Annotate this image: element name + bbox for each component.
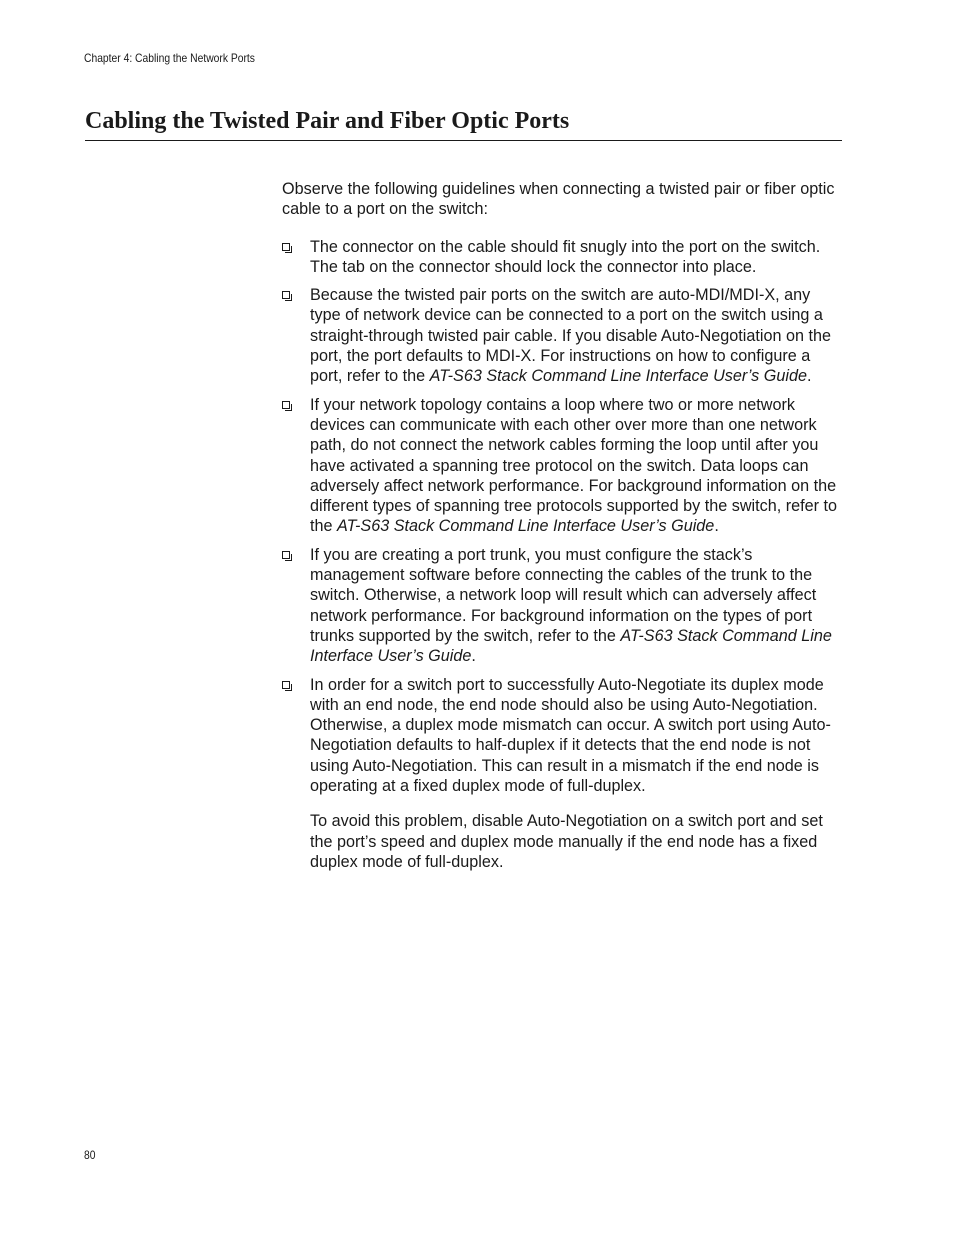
list-item-text: The connector on the cable should fit snugly into the port on the switch. The tab on the connector should lock the connector into place. [310,237,821,276]
running-header: Chapter 4: Cabling the Network Ports [84,51,255,65]
checkbox-bullet-icon [282,401,290,409]
guideline-list [282,237,844,873]
checkbox-bullet-icon [282,681,290,689]
guide-reference: AT-S63 Stack Command Line Interface User’s Guide [429,367,807,386]
list-item-text: If you are creating a port trunk, you must configure the stack’s management software before connecting the cables of the trunk to the switch. Otherwise, a network loop will result which can adversely affect network performance. For background information on the types of port trunks supported by the switch, refer to the AT-S63 Stack Command Line Interface User’s Guide. [310,545,832,666]
list-item-text: In order for a switch port to successfully Auto-Negotiate its duplex mode with an end node, the end node should also be using Auto-Negotiation. Otherwise, a duplex mode mismatch can occur. A switch port using Auto-Negotiation defaults to half-duplex if it detects that the end node is not using Auto-Negotiation. This can result in a mismatch if the end node is operating at a fixed duplex mode of full-duplex. [310,675,831,796]
page-number: 80 [84,1148,96,1162]
list-item [282,545,844,667]
list-item [282,285,844,386]
guide-reference: AT-S63 Stack Command Line Interface User’s Guide [337,517,715,536]
intro-paragraph: Observe the following guidelines when connecting a twisted pair or fiber optic cable to a port on the switch: [282,180,835,219]
list-item [282,395,844,537]
list-item-followup-text: To avoid this problem, disable Auto-Negotiation on a switch port and set the port’s speed and duplex mode manually if the end node has a fixed duplex mode of full-duplex. [310,812,823,871]
list-item-text: If your network topology contains a loop where two or more network devices can communicate with each other over more than one network path, do not connect the network cables forming the loop until after you have activated a spanning tree protocol on the switch. Data loops can adversely affect network performance. For background information on the different types of spanning tree protocols supported by the switch, refer to the AT-S63 Stack Command Line Interface User’s Guide. [310,395,837,536]
list-item [282,675,844,873]
body-text [282,179,844,880]
list-item-text: Because the twisted pair ports on the switch are auto-MDI/MDI-X, any type of network device can be connected to a port on the switch using a straight-through twisted pair cable. If you disable Auto-Negotiation on the port, the port defaults to MDI-X. For instructions on how to configure a port, refer to the AT-S63 Stack Command Line Interface User’s Guide. [310,286,832,386]
checkbox-bullet-icon [282,551,290,559]
checkbox-bullet-icon [282,291,290,299]
list-item [282,237,844,278]
guide-reference: AT-S63 Stack Command Line Interface User’s Guide [310,626,832,666]
checkbox-bullet-icon [282,243,290,251]
section-title: Cabling the Twisted Pair and Fiber Optic Ports [85,106,842,141]
